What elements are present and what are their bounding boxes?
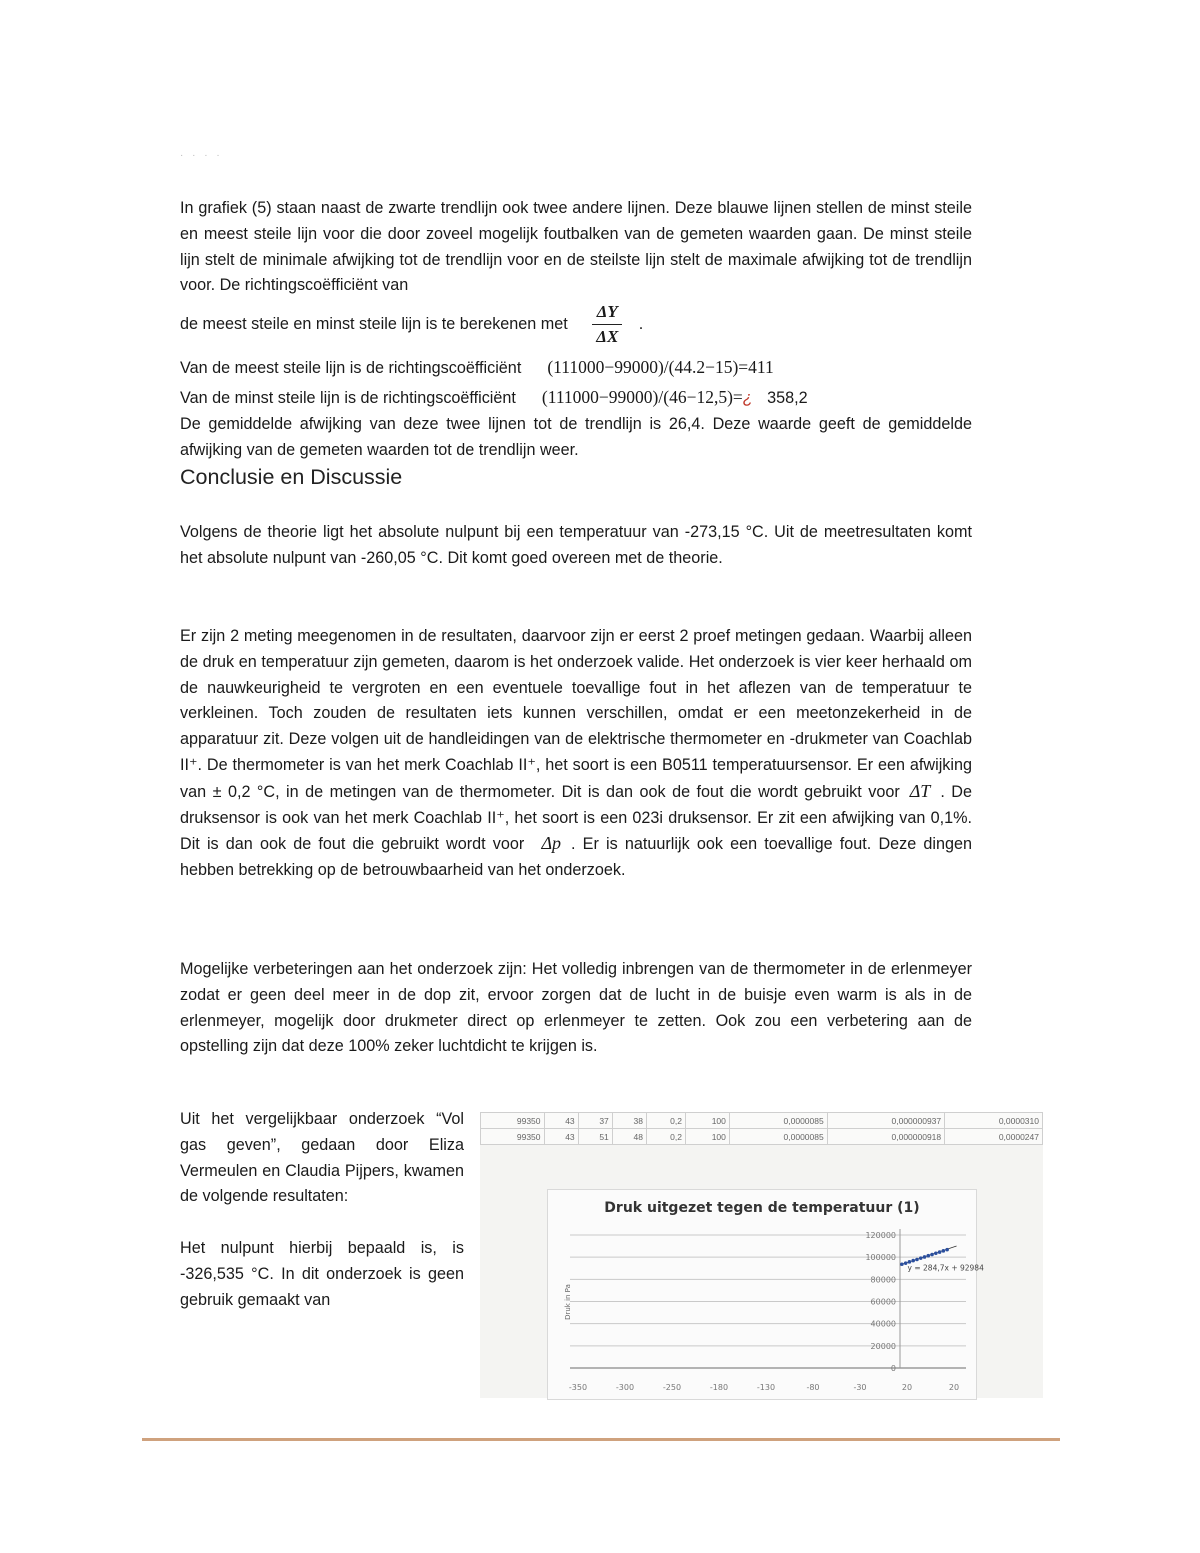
data-point xyxy=(942,1249,946,1253)
slope-end: . xyxy=(638,314,644,333)
x-tick-label: -180 xyxy=(709,1383,729,1392)
sheet-cell: 43 xyxy=(544,1129,578,1145)
sheet-cell: 38 xyxy=(612,1113,646,1129)
trendline-label: y = 284,7x + 92984 xyxy=(907,1263,984,1273)
sheet-cell: 0,000000918 xyxy=(827,1129,944,1145)
data-point xyxy=(923,1255,927,1259)
delta-t-symbol: ΔT xyxy=(909,780,931,801)
unknown-glyph: ¿ xyxy=(742,389,753,407)
paragraph-measure-3: . Er is natuurlijk ook een toevallige fout. Deze dingen hebben betrekking op de betrouwbaarheid van het onderzoek. xyxy=(180,835,973,880)
measurement-section xyxy=(180,624,972,884)
y-tick-label: 60000 xyxy=(870,1297,896,1307)
side-paragraph-1: Uit het vergelijkbaar onderzoek “Vol gas geven”, gedaan door Eliza Vermeulen en Claudia Pijpers, kwamen de volgende resultaten: xyxy=(180,1110,464,1206)
x-tick-label: -130 xyxy=(756,1383,776,1392)
data-point xyxy=(934,1251,938,1255)
chart-svg xyxy=(548,1190,984,1399)
fraction-denominator: ΔX xyxy=(596,327,619,346)
x-tick-label: -300 xyxy=(615,1383,635,1392)
x-tick-label: -250 xyxy=(662,1383,682,1392)
least-steep-line xyxy=(180,385,972,412)
footer-rule xyxy=(142,1438,1060,1441)
data-point xyxy=(919,1256,923,1260)
y-tick-label: 40000 xyxy=(870,1319,896,1329)
slope-formula-line xyxy=(180,302,972,347)
improvements-section xyxy=(180,957,972,1060)
y-tick-label: 100000 xyxy=(865,1253,896,1263)
y-tick-label: 20000 xyxy=(870,1341,896,1351)
x-tick-label: -80 xyxy=(806,1383,820,1392)
data-point xyxy=(945,1248,949,1252)
least-steep-label: Van de minst steile lijn is de richtingscoëfficiënt xyxy=(180,389,516,407)
sheet-cell: 0,0000085 xyxy=(729,1113,827,1129)
comparison-sidebar xyxy=(180,1107,464,1314)
sheet-cell: 99350 xyxy=(481,1113,545,1129)
y-tick-label: 80000 xyxy=(870,1275,896,1285)
sheet-row xyxy=(481,1129,1043,1145)
paragraph-average: De gemiddelde afwijking van deze twee lijnen tot de trendlijn is 26,4. Deze waarde geeft de gemiddelde afwijking van de gemeten waarden tot de trendlijn weer. xyxy=(180,415,972,459)
sheet-cell: 51 xyxy=(578,1129,612,1145)
trendline-section xyxy=(180,196,972,299)
header-marks: · · · · xyxy=(180,150,223,161)
sheet-cell: 43 xyxy=(544,1113,578,1129)
sheet-cell: 0,0000085 xyxy=(729,1129,827,1145)
paragraph-measure-2: . De druksensor is ook van het merk Coachlab II⁺, het soort is een 023i druksensor. Er zit een afwijking van 0,1%. Dit is dan ook de fout die gebruikt wordt voor xyxy=(180,782,972,854)
paragraph-trendlines: In grafiek (5) staan naast de zwarte trendlijn ook twee andere lijnen. Deze blauwe lijnen stellen de minst steile en meest steile lijn voor die door zoveel mogelijk foutbalken van de gemeten waarden gaan. De minst steile lijn stelt de minimale afwijking tot de trendlijn voor en de steilste lijn stelt de maximale afwijking tot de trendlijn voor. De richtingscoëfficiënt van xyxy=(180,199,972,295)
x-tick-label: -350 xyxy=(568,1383,588,1392)
paragraph-improvements: Mogelijke verbeteringen aan het onderzoek zijn: Het volledig inbrengen van de thermometer in de erlenmeyer zodat er geen deel meer in de dop zit, ervoor zorgen dat de lucht in de buisje even warm is als in de erlenmeyer, mogelijk door drukmeter direct op erlenmeyer te zetten. Ook zou een verbetering aan de opstelling zijn dat deze 100% zeker luchtdicht te krijgen is. xyxy=(180,960,972,1056)
side-paragraph-2: Het nulpunt hierbij bepaald is, is -326,535 °C. In dit onderzoek is geen gebruik gemaakt van xyxy=(180,1239,464,1309)
data-point xyxy=(926,1254,930,1258)
delta-p-symbol: Δp xyxy=(541,833,562,854)
steepest-formula: (111000−99000)/(44.2−15)=411 xyxy=(547,357,774,377)
y-tick-label: 120000 xyxy=(865,1231,896,1240)
sheet-cell: 0,2 xyxy=(646,1113,685,1129)
sheet-cell: 99350 xyxy=(481,1129,545,1145)
steepest-label: Van de meest steile lijn is de richtingscoëfficiënt xyxy=(180,359,522,377)
sheet-cell: 37 xyxy=(578,1113,612,1129)
sheet-cell: 0,0000247 xyxy=(945,1129,1043,1145)
least-steep-value: 358,2 xyxy=(767,389,808,407)
sheet-cell: 100 xyxy=(685,1113,729,1129)
sheet-cell: 48 xyxy=(612,1129,646,1145)
spreadsheet-table xyxy=(480,1112,1043,1145)
data-point xyxy=(930,1253,934,1257)
paragraph-measurement xyxy=(180,624,972,884)
sheet-cell: 0,2 xyxy=(646,1129,685,1145)
section-title: Conclusie en Discussie xyxy=(180,465,403,489)
conclusion-heading-wrap xyxy=(180,463,972,491)
chart-box xyxy=(547,1189,984,1400)
sheet-cell: 0,000000937 xyxy=(827,1113,944,1129)
fraction-numerator: ΔY xyxy=(592,302,622,325)
y-axis-label: Druk in Pa xyxy=(564,1284,572,1320)
data-point xyxy=(938,1250,942,1254)
least-steep-formula: (111000−99000)/(46−12,5)= xyxy=(541,387,743,407)
x-tick-label: 20 xyxy=(901,1383,913,1392)
spreadsheet-photo xyxy=(480,1112,1043,1398)
sheet-row xyxy=(481,1113,1043,1129)
average-section xyxy=(180,412,972,464)
chart-title: Druk uitgezet tegen de temperatuur (1) xyxy=(604,1200,920,1216)
x-tick-label: 20 xyxy=(948,1383,960,1392)
paragraph-theory: Volgens de theorie ligt het absolute nulpunt bij een temperatuur van -273,15 °C. Uit de meetresultaten komt het absolute nulpunt van -260,05 °C. Dit komt goed overeen met de theorie. xyxy=(180,523,972,567)
x-tick-label: -30 xyxy=(853,1383,867,1392)
sheet-cell: 100 xyxy=(685,1129,729,1145)
y-tick-label: 0 xyxy=(890,1364,896,1373)
sheet-cell: 0,0000310 xyxy=(945,1113,1043,1129)
steepest-line xyxy=(180,355,972,382)
data-point xyxy=(915,1258,919,1262)
theory-section xyxy=(180,520,972,572)
data-point xyxy=(900,1262,904,1266)
slope-text: de meest steile en minst steile lijn is te berekenen met xyxy=(180,314,568,333)
delta-fraction xyxy=(592,302,622,347)
data-point xyxy=(911,1259,915,1263)
paragraph-measure-1: Er zijn 2 meting meegenomen in de resultaten, daarvoor zijn er eerst 2 proef metingen gedaan. Waarbij alleen de druk en temperatuur zijn gemeten, daarom is het onderzoek valide. Het onderzoek is vier keer herhaald om de nauwkeurigheid te vergroten en een eventuele toevallige fout in het aflezen van de temperatuur te verkleinen. Toch zouden de resultaten iets kunnen verschillen, omdat er een meetonzekerheid in de apparatuur zit. Deze volgen uit de handleidingen van de elektrische thermometer en -drukmeter van Coachlab II⁺. De thermometer is van het merk Coachlab II⁺, het soort is een B0511 temperatuursensor. Er een afwijking van ± 0,2 °C, in de metingen van de thermometer. Dit is dan ook de fout die wordt gebruikt voor xyxy=(180,627,972,801)
